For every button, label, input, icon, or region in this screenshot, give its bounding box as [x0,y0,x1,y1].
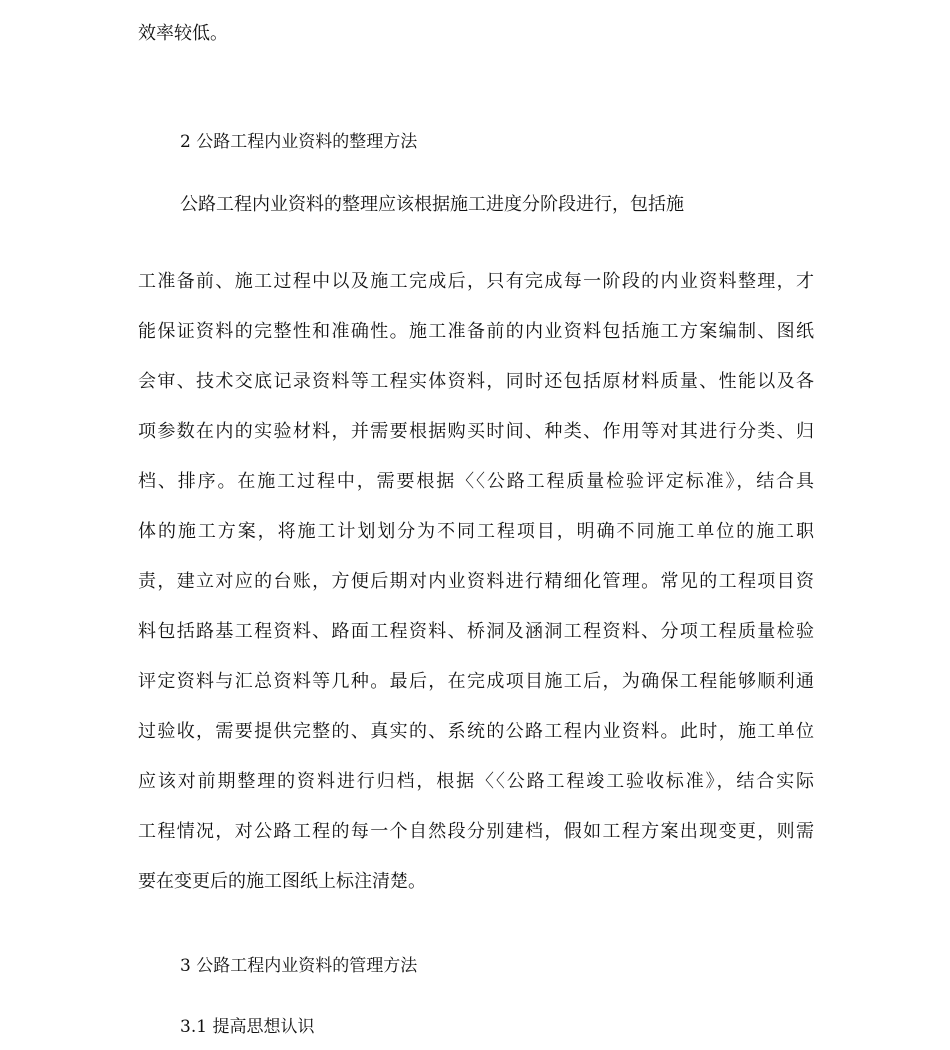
paragraph-line: 要在变更后的施工图纸上标注清楚。 [138,871,426,892]
section-3-heading: 3 公路工程内业资料的管理方法 [180,956,418,976]
paragraph-line: 料包括路基工程资料、路面工程资料、桥洞及涵洞工程资料、分项工程质量检验 [138,621,814,642]
paragraph-line: 工准备前、施工过程中以及施工完成后，只有完成每一阶段的内业资料整理，才 [138,271,814,292]
paragraph-line: 项参数在内的实验材料，并需要根据购买时间、种类、作用等对其进行分类、归 [138,421,814,442]
paragraph-line: 评定资料与汇总资料等几种。最后，在完成项目施工后，为确保工程能够顺利通 [138,671,814,692]
paragraph-line: 公路工程内业资料的整理应该根据施工进度分阶段进行，包括施 [180,194,684,215]
paragraph-line: 过验收，需要提供完整的、真实的、系统的公路工程内业资料。此时，施工单位 [138,721,814,742]
paragraph-line: 体的施工方案，将施工计划划分为不同工程项目，明确不同施工单位的施工职 [138,521,814,542]
carryover-text-line: 效率较低。 [138,23,228,44]
section-3-1-subheading: 3.1 提高思想认识 [180,1017,315,1037]
section-2-heading: 2 公路工程内业资料的整理方法 [180,132,418,152]
paragraph-line: 责，建立对应的台账，方便后期对内业资料进行精细化管理。常见的工程项目资 [138,571,814,592]
paragraph-line: 工程情况，对公路工程的每一个自然段分别建档，假如工程方案出现变更，则需 [138,821,814,842]
paragraph-line: 应该对前期整理的资料进行归档，根据〈〈公路工程竣工验收标准》，结合实际 [138,771,814,792]
paragraph-line: 档、排序。在施工过程中，需要根据〈〈公路工程质量检验评定标准》，结合具 [138,471,814,492]
paragraph-line: 会审、技术交底记录资料等工程实体资料，同时还包括原材料质量、性能以及各 [138,371,814,392]
paragraph-line: 能保证资料的完整性和准确性。施工准备前的内业资料包括施工方案编制、图纸 [138,321,814,342]
